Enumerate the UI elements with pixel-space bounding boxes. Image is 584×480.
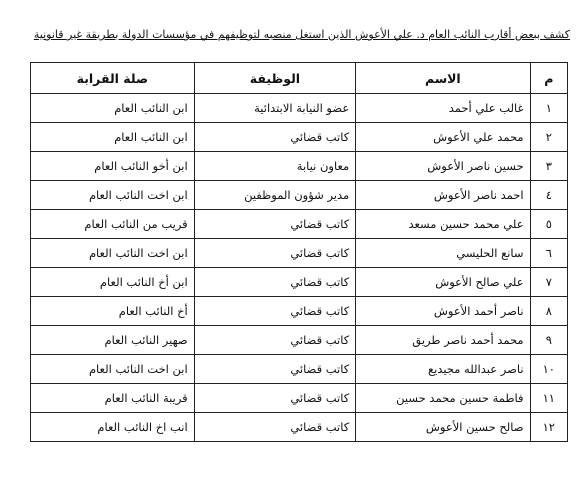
row-number: ٩ (530, 326, 567, 355)
header-name: الاسم (356, 63, 530, 94)
table-header-row (31, 63, 568, 94)
table-row (31, 239, 568, 268)
header-relation: صلة القرابة (31, 63, 195, 94)
row-name: علي صالح الأعوش (356, 268, 530, 297)
row-name: محمد أحمد ناصر طريق (356, 326, 530, 355)
row-relation: قريبة النائب العام (31, 384, 195, 413)
row-relation: صهير النائب العام (31, 326, 195, 355)
header-number: م (530, 63, 567, 94)
row-relation: ابن النائب العام (31, 94, 195, 123)
row-number: ١٢ (530, 413, 567, 442)
table-row (31, 181, 568, 210)
header-job: الوظيفة (194, 63, 356, 94)
row-name: صالح حسين الأعوش (356, 413, 530, 442)
row-relation: أخ النائب العام (31, 297, 195, 326)
row-job: كاتب قضائي (194, 384, 356, 413)
row-name: فاطمة حسين محمد حسين (356, 384, 530, 413)
row-number: ٧ (530, 268, 567, 297)
document-title: كشف ببعض أقارب النائب العام د. علي الأعوش الذين استغل منصبه لتوظيفهم في مؤسسات الدولة بطريقة غير قانونية (33, 28, 570, 41)
row-name: محمد علي الأعوش (356, 123, 530, 152)
table-row (31, 413, 568, 442)
row-number: ٣ (530, 152, 567, 181)
row-name: غالب علي أحمد (356, 94, 530, 123)
row-relation: ابن أخو النائب العام (31, 152, 195, 181)
table-row (31, 326, 568, 355)
row-relation: قريب من النائب العام (31, 210, 195, 239)
table-row (31, 123, 568, 152)
row-name: ناصر أحمد الأعوش (356, 297, 530, 326)
row-job: كاتب قضائي (194, 326, 356, 355)
table-row (31, 268, 568, 297)
row-job: عضو النيابة الابتدائية (194, 94, 356, 123)
row-job: كاتب قضائي (194, 355, 356, 384)
row-relation: انب اخ النائب العام (31, 413, 195, 442)
row-number: ٢ (530, 123, 567, 152)
row-number: ٥ (530, 210, 567, 239)
table-row (31, 152, 568, 181)
row-job: كاتب قضائي (194, 268, 356, 297)
row-job: معاون نيابة (194, 152, 356, 181)
row-job: كاتب قضائي (194, 239, 356, 268)
row-name: علي محمد حسين مسعد (356, 210, 530, 239)
row-name: احمد ناصر الأعوش (356, 181, 530, 210)
row-number: ١١ (530, 384, 567, 413)
row-number: ٨ (530, 297, 567, 326)
row-name: ناصر عبدالله مجيديع (356, 355, 530, 384)
row-relation: ابن أخ النائب العام (31, 268, 195, 297)
row-job: مدير شؤون الموظفين (194, 181, 356, 210)
table-row (31, 210, 568, 239)
row-relation: ابن النائب العام (31, 123, 195, 152)
row-relation: ابن اخت النائب العام (31, 355, 195, 384)
row-number: ٤ (530, 181, 567, 210)
row-number: ١ (530, 94, 567, 123)
row-relation: ابن اخت النائب العام (31, 181, 195, 210)
row-name: سانع الحليسي (356, 239, 530, 268)
row-number: ١٠ (530, 355, 567, 384)
row-job: كاتب قضائي (194, 123, 356, 152)
row-job: كاتب قضائي (194, 297, 356, 326)
relatives-table (30, 62, 568, 442)
table-row (31, 355, 568, 384)
row-relation: ابن اخت النائب العام (31, 239, 195, 268)
row-job: كاتب قضائي (194, 413, 356, 442)
table-row (31, 94, 568, 123)
table-row (31, 384, 568, 413)
table-row (31, 297, 568, 326)
row-number: ٦ (530, 239, 567, 268)
row-job: كاتب قضائي (194, 210, 356, 239)
row-name: حسين ناصر الأعوش (356, 152, 530, 181)
